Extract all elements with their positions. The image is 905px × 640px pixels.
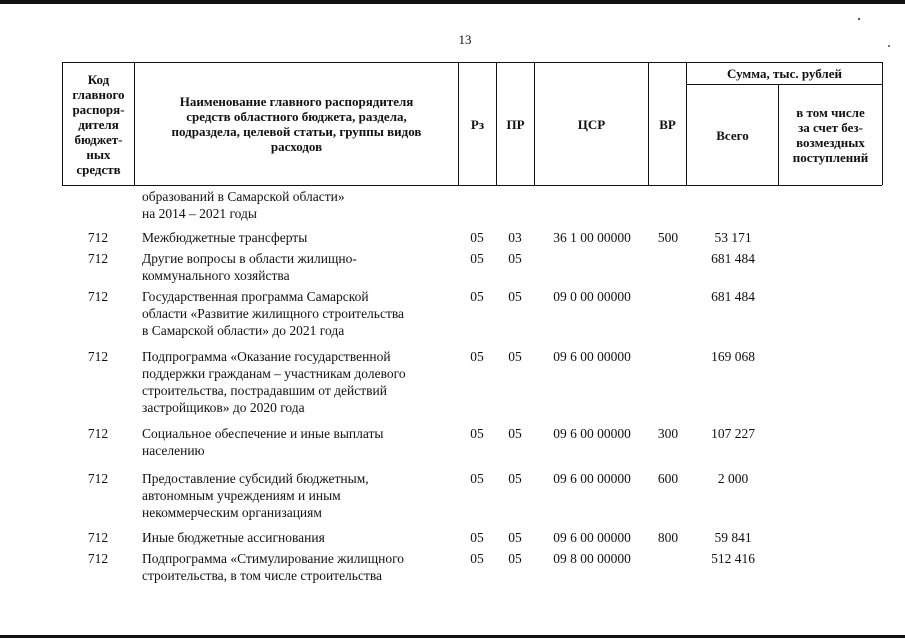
- row-vr: 300: [657, 426, 679, 441]
- row-code: 712: [87, 289, 109, 304]
- row-pr: 05: [508, 471, 522, 486]
- row-code: 712: [87, 530, 109, 545]
- row-code: 712: [87, 426, 109, 441]
- row-rz: 05: [470, 426, 484, 441]
- bottom-border: [0, 635, 905, 638]
- header-name: Наименование главного распорядителя средств областного бюджета, раздела, подраздела, целевой статьи, группы видов расходов: [171, 94, 422, 154]
- row-csr: 36 1 00 00000: [553, 230, 631, 245]
- row-rz: 05: [470, 289, 484, 304]
- row-total: 681 484: [711, 251, 755, 266]
- row-pr: 05: [508, 251, 522, 266]
- row-rz: 05: [470, 230, 484, 245]
- scan-speck: [888, 45, 890, 47]
- row-name: Социальное обеспечение и иные выплаты населению: [142, 426, 384, 458]
- row-total: 107 227: [711, 426, 755, 441]
- row-pr: 03: [508, 230, 522, 245]
- row-code: 712: [87, 471, 109, 486]
- row-code: 712: [87, 349, 109, 364]
- header-code: Код главного распоря- дителя бюджет- ных средств: [72, 71, 125, 177]
- row-total: 53 171: [714, 230, 752, 245]
- row-total: 681 484: [711, 289, 755, 304]
- row-rz: 05: [470, 349, 484, 364]
- row-rz: 05: [470, 251, 484, 266]
- row-code: 712: [87, 551, 109, 566]
- row-pr: 05: [508, 530, 522, 545]
- row-rz: 05: [470, 471, 484, 486]
- row-total: 2 000: [717, 471, 749, 486]
- page-number: 13: [458, 32, 472, 47]
- row-name: Подпрограмма «Стимулирование жилищного строительства, в том числе строительства: [142, 551, 405, 583]
- row-vr: 500: [657, 230, 679, 245]
- continuation-text: образований в Самарской области» на 2014 – 2021 годы: [142, 189, 345, 221]
- row-csr: 09 6 00 00000: [553, 426, 631, 441]
- row-name: Государственная программа Самарской области «Развитие жилищного строительства в Самарской области» до 2021 года: [142, 289, 405, 338]
- row-rz: 05: [470, 530, 484, 545]
- row-name: Подпрограмма «Оказание государственной поддержки гражданам – участникам долевого строительства, пострадавшим от действий застройщиков» до 2020 года: [142, 349, 406, 415]
- row-pr: 05: [508, 349, 522, 364]
- header-divider: [882, 62, 883, 185]
- row-csr: 09 6 00 00000: [553, 349, 631, 364]
- header-incl: в том числе за счет без- возмездных поступлений: [792, 105, 869, 165]
- row-vr: 800: [657, 530, 679, 545]
- row-code: 712: [87, 230, 109, 245]
- row-csr: 09 0 00 00000: [553, 289, 631, 304]
- header-csr: ЦСР: [577, 116, 606, 132]
- row-csr: 09 6 00 00000: [553, 530, 631, 545]
- scan-speck: [858, 18, 860, 20]
- row-name: Иные бюджетные ассигнования: [142, 530, 325, 545]
- top-border: [0, 0, 905, 4]
- header-pr: ПР: [506, 116, 525, 132]
- row-code: 712: [87, 251, 109, 266]
- row-csr: 09 6 00 00000: [553, 471, 631, 486]
- row-pr: 05: [508, 426, 522, 441]
- row-name: Предоставление субсидий бюджетным, автономным учреждениям и иным некоммерческим организациям: [142, 471, 369, 520]
- row-name: Межбюджетные трансферты: [142, 230, 308, 245]
- row-total: 169 068: [711, 349, 755, 364]
- row-name: Другие вопросы в области жилищно- коммунального хозяйства: [142, 251, 357, 283]
- header-vr: ВР: [659, 116, 676, 132]
- header-total: Всего: [716, 127, 749, 143]
- header-bottom-rule: [62, 185, 882, 186]
- row-csr: 09 8 00 00000: [553, 551, 631, 566]
- row-pr: 05: [508, 289, 522, 304]
- header-rz: Рз: [470, 116, 485, 132]
- row-total: 512 416: [711, 551, 755, 566]
- row-rz: 05: [470, 551, 484, 566]
- row-total: 59 841: [714, 530, 752, 545]
- row-vr: 600: [657, 471, 679, 486]
- header-sum-group: Сумма, тыс. рублей: [727, 66, 842, 81]
- row-pr: 05: [508, 551, 522, 566]
